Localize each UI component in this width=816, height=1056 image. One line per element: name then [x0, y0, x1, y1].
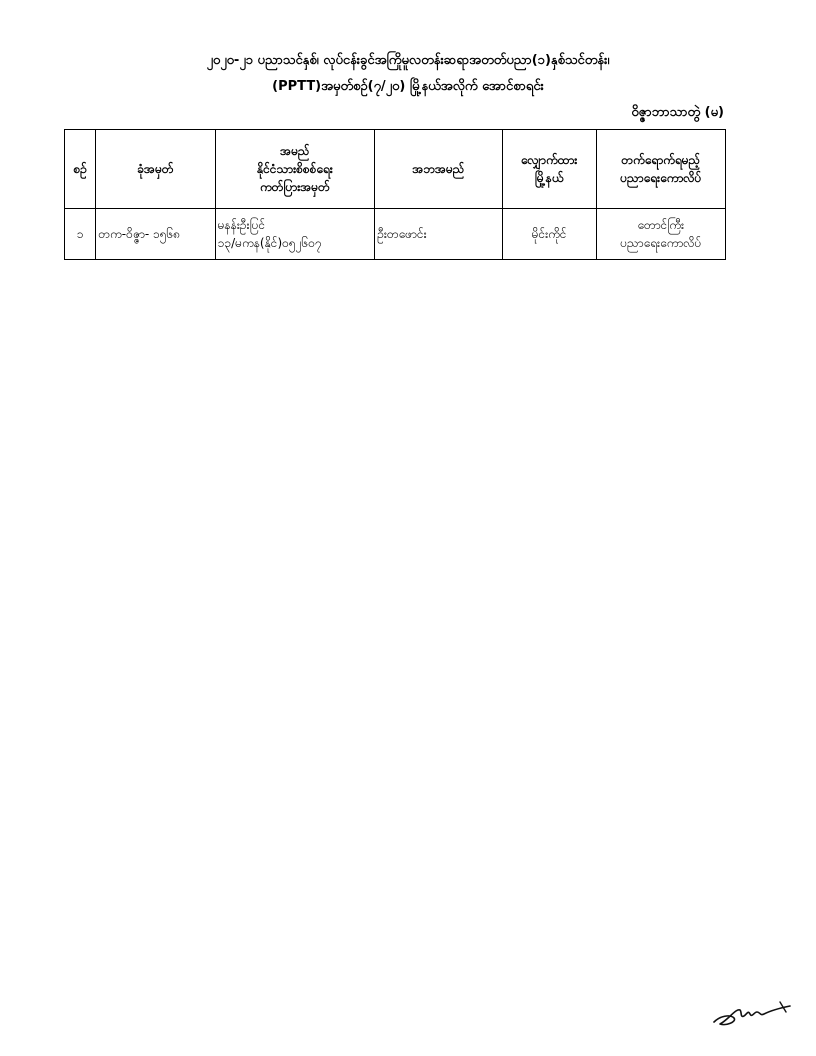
cell-roll-number: တက-ဝိဇ္ဇာ- ၁၅၆၈: [96, 209, 215, 260]
header-father-name: အဘအမည်: [375, 130, 502, 209]
cell-no: ၁: [65, 209, 96, 260]
cell-college-line-1: တောင်ကြီး: [637, 218, 685, 232]
table-row: [65, 209, 726, 260]
results-table: [64, 129, 726, 260]
table-header-row: [65, 130, 726, 209]
header-township: [502, 130, 596, 209]
cell-nrc-value: ၁၃/မကန(နိုင်)၀၅၂၆၀၇: [217, 236, 322, 250]
cell-township: မိုင်းကိုင်: [502, 209, 596, 260]
header-roll-number: ခုံအမှတ်: [96, 130, 215, 209]
header-college-line-1: တက်ရောက်ရမည့်: [621, 153, 701, 167]
cell-college-line-2: ပညာရေးကောလိပ်: [620, 236, 702, 250]
header-name: [215, 130, 375, 209]
cell-father-name: ဦးတဖောင်း: [375, 209, 502, 260]
signature-image: [710, 998, 794, 1030]
subject-label: ဝိဇ္ဇာဘာသာတွဲ (မ): [631, 105, 724, 120]
document-title-line-2: (PPTT)အမှတ်စဉ်(၇/၂၀) မြို့နယ်အလိုက် အောင်စာရင်း: [272, 79, 544, 94]
header-college-line-2: ပညာရေးကောလိပ်: [620, 171, 702, 185]
header-college: [596, 130, 725, 209]
header-name-line-2: နိုင်ငံသားစိစစ်ရေး: [257, 162, 333, 176]
cell-name-value: မနန်းဦးပြင်: [217, 218, 266, 232]
header-township-line-1: လျှောက်ထား: [520, 153, 578, 167]
header-no: စဉ်: [65, 130, 96, 209]
header-township-line-2: မြို့နယ်: [534, 171, 564, 185]
document-title-line-1: ၂၀၂၀-၂၁ ပညာသင်နှစ်၊ လုပ်ငန်းခွင်အကြိုမူလတန်းဆရာအတတ်ပညာ(၁)နှစ်သင်တန်း၊: [206, 53, 610, 68]
cell-college: [596, 209, 725, 260]
cell-name: [215, 209, 375, 260]
header-name-line-1: အမည်: [280, 144, 310, 158]
header-name-line-3: ကတ်ပြားအမှတ်: [260, 180, 330, 194]
